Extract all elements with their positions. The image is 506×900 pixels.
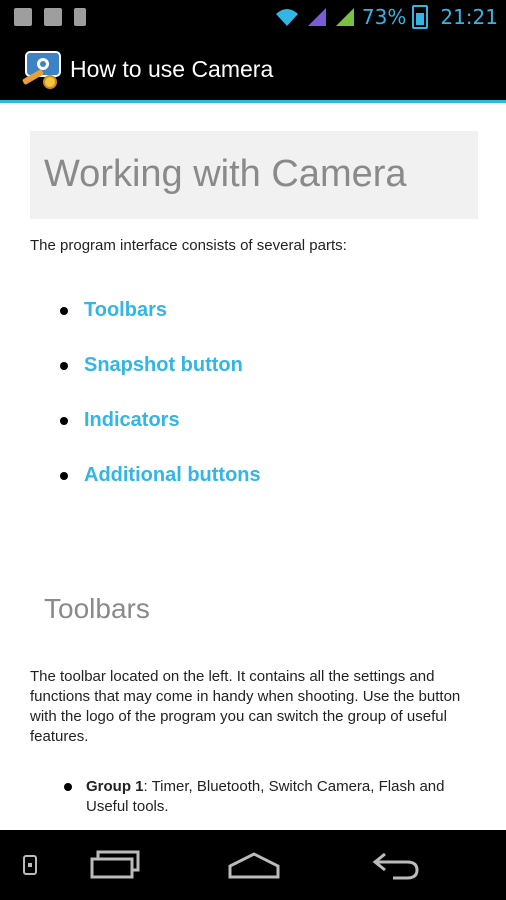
bullet-icon <box>60 472 68 480</box>
help-content[interactable] <box>0 103 506 830</box>
toc-item <box>60 338 480 393</box>
camera-app-icon[interactable] <box>20 50 62 90</box>
heading-box <box>30 131 478 219</box>
wifi-icon <box>274 6 300 28</box>
menu-icon <box>22 854 38 876</box>
bullet-icon <box>64 783 72 791</box>
toc-item <box>60 448 480 503</box>
image-icon <box>44 8 62 26</box>
recent-apps-button[interactable] <box>88 848 144 882</box>
menu-button[interactable] <box>18 848 42 882</box>
toc-link-toolbars[interactable]: Toolbars <box>84 299 167 321</box>
back-icon <box>371 850 421 880</box>
group-text <box>86 777 484 817</box>
list-item <box>64 777 484 817</box>
section-paragraph: The toolbar located on the left. It contains all the settings and functions that may come in handy when shooting. Use the button with the logo of the program you can switch the group of useful features. <box>30 668 461 745</box>
toc-link-indicators[interactable]: Indicators <box>84 409 180 431</box>
toc-link-snapshot-button[interactable]: Snapshot button <box>84 354 243 376</box>
main-heading: Working with Camera <box>44 153 407 195</box>
gallery-icon <box>14 8 32 26</box>
navigation-bar <box>0 830 506 900</box>
notification-icons <box>14 8 86 26</box>
home-button[interactable] <box>226 848 282 882</box>
bullet-icon <box>60 307 68 315</box>
battery-percent: 73% <box>361 5 407 29</box>
signal-icon <box>334 6 356 28</box>
toc-item <box>60 393 480 448</box>
page-title: How to use Camera <box>70 56 274 82</box>
group-desc: : Timer, Bluetooth, Switch Camera, Flash and Useful tools. <box>86 778 445 815</box>
group-name: Group 1 <box>86 778 144 795</box>
group-list <box>64 777 484 817</box>
toc-link-additional-buttons[interactable]: Additional buttons <box>84 464 261 486</box>
bullet-icon <box>60 417 68 425</box>
status-bar <box>0 0 506 38</box>
recent-apps-icon <box>90 850 142 880</box>
signal-icon <box>306 6 328 28</box>
system-indicators <box>274 5 498 29</box>
section-heading: Toolbars <box>44 593 150 624</box>
home-icon <box>227 850 281 880</box>
clock: 21:21 <box>440 5 498 29</box>
action-bar <box>0 38 506 103</box>
toc-list <box>60 283 480 503</box>
back-button[interactable] <box>368 848 424 882</box>
toc-item <box>60 283 480 338</box>
intro-text: The program interface consists of several parts: <box>30 237 347 254</box>
sd-card-icon <box>74 8 86 26</box>
battery-icon <box>412 5 428 29</box>
bullet-icon <box>60 362 68 370</box>
